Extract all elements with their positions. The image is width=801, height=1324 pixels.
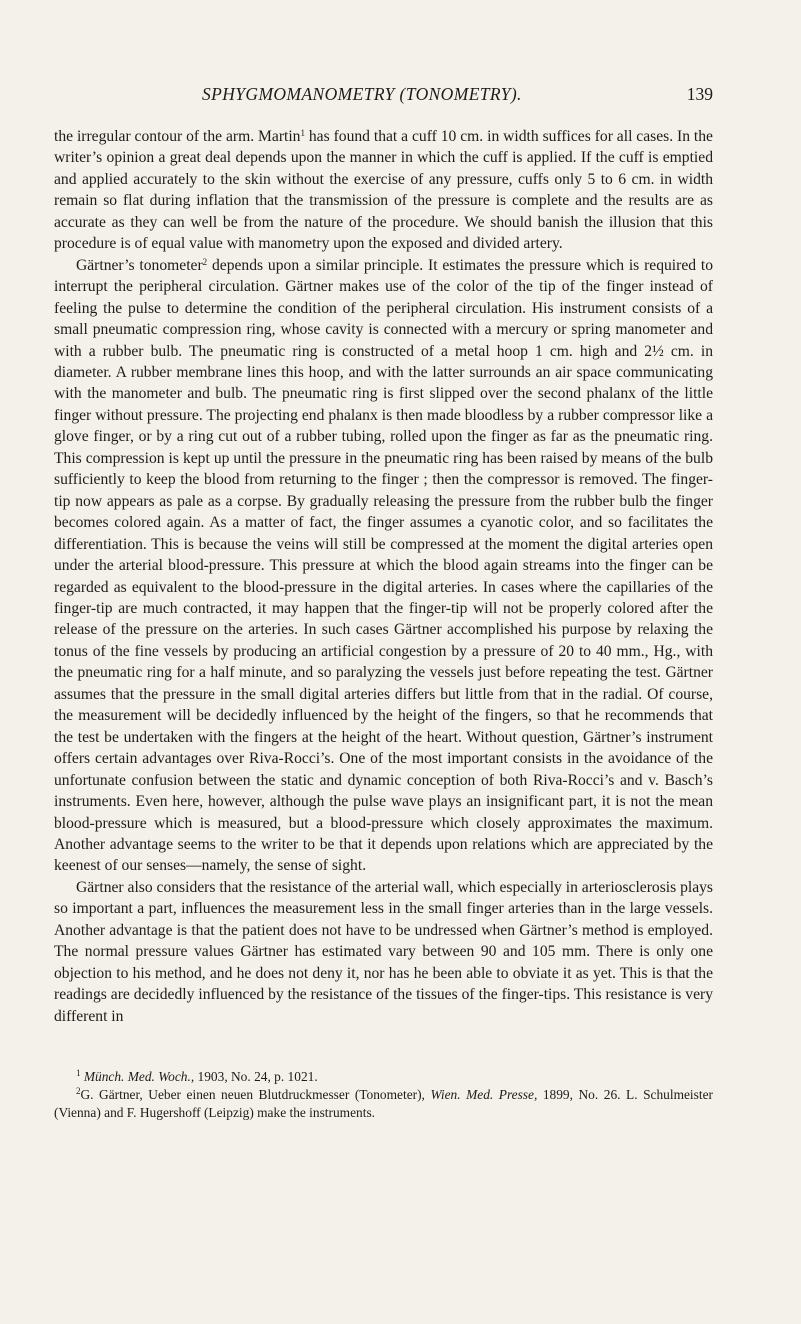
running-head: SPHYGMOMANOMETRY (TONOMETRY). bbox=[202, 84, 522, 104]
footnote-2: $^2$G. Gärtner, Ueber einen neuen Blutdruckmesser (Tonometer), Wien. Med. Presse, 1899, No. 26. L. Schulmeister (Vienna) and F. Hugershoff (Leipzig) make the instruments. bbox=[54, 1086, 713, 1120]
footnote-number: 2 bbox=[76, 1086, 81, 1096]
page-header bbox=[54, 84, 713, 110]
footnote-ref-1[interactable]: 1 bbox=[300, 128, 305, 138]
body-text bbox=[54, 126, 713, 1027]
footnotes bbox=[54, 1068, 713, 1122]
journal-title: Münch. Med. Woch., bbox=[83, 1069, 195, 1084]
journal-title: Wien. Med. Presse, bbox=[430, 1087, 538, 1102]
footnote-ref-2[interactable]: 2 bbox=[202, 256, 208, 267]
page-number: 139 bbox=[686, 84, 713, 104]
footnote-1: $^1$ Münch. Med. Woch., 1903, No. 24, p. 1021. bbox=[76, 1068, 318, 1084]
paragraph-arterial-resistance: Gärtner also considers that the resistance of the arterial wall, which especially in arteriosclerosis plays so important a part, influences the measurement less in the small finger arteries than in the large vessels. Another advantage is that the patient does not have to be undressed when Gärtner’s method is employed. The normal pressure values Gärtner has estimated vary between 90 and 105 mm. There is only one objection to his method, and he does not deny it, nor has he been able to obviate it as yet. This is that the readings are decidedly influenced by the resistance of the tissues of the finger-tips. This resistance is very different in bbox=[54, 878, 713, 1025]
footnote-number: 1 bbox=[76, 1068, 81, 1078]
paragraph-cuff-width: the irregular contour of the arm. Martin$^1$ has found that a cuff 10 cm. in width suffices for all cases. In the writer’s opinion a great deal depends upon the manner in which the cuff is applied. If the cuff is emptied and applied accurately to the skin without the exercise of any pressure, cuffs only 5 to 6 cm. in width remain so flat during inflation that the transmission of the pressure is complete and the results are as accurate as they can well be from the nature of the procedure. We should banish the illusion that this procedure is of equal value with manometry upon the exposed and divided artery. bbox=[54, 128, 713, 253]
paragraph-gartner-tonometer: Gärtner’s tonometer$^2$ depends upon a similar principle. It estimates the pressure which is required to interrupt the peripheral circulation. Gärtner makes use of the color of the tip of the finger instead of feeling the pulse to determine the condition of the peripheral circulation. His instrument consists of a small pneumatic compression ring, whose cavity is connected with a mercury or spring manometer and with a rubber bulb. The pneumatic ring is constructed of a metal hoop 1 cm. high and 2½ cm. in diameter. A rubber membrane lines this hoop, and with the latter surrounds an air space communicating with the manometer and bulb. The pneumatic ring is first slipped over the second phalanx of the little finger without pressure. The projecting end phalanx is then made bloodless by a rubber compressor like a glove finger, or by a ring cut out of a rubber tubing, rolled upon the finger as far as the pneumatic ring. This compression is kept up until the pressure in the pneumatic ring has been raised by means of the bulb sufficiently to keep the blood from returning to the finger ; then the compressor is removed. The finger-tip now appears as pale as a corpse. By gradually releasing the pressure from the rubber bulb the finger becomes colored again. As a matter of fact, the finger assumes a cyanotic color, and so facilitates the differentiation. This is because the veins will still be compressed at the moment the digital arteries open under the arterial blood-pressure. This pressure at which the blood again streams into the finger can be regarded as equivalent to the blood-pressure in the digital arteries. In cases where the capillaries of the finger-tip are much contracted, it may happen that the finger-tip will not be properly colored after the release of the pressure on the arteries. In such cases Gärtner accomplished his purpose by relaxing the tonus of the fine vessels by producing an artificial congestion by a pressure of 20 to 40 mm., Hg., with the pneumatic ring for a half minute, and so paralyzing the vessels just before repeating the test. Gärtner assumes that the pressure in the small digital arteries differs but little from that in the radial. Of course, the measurement will be decidedly influenced by the height of the fingers, so that he recommends that the test be undertaken with the fingers at the height of the heart. Without question, Gärtner’s instrument offers certain advantages over Riva-Rocci’s. One of the most important consists in the avoidance of the unfortunate confusion between the static and dynamic conception of both Riva-Rocci’s and v. Basch’s instruments. Even here, however, although the pulse wave plays an insignificant part, it is not the mean blood-pressure which is measured, but a blood-pressure which closely approximates the maximum. Another advantage seems to the writer to be that it depends upon relations which are appreciated by the keenest of our senses—namely, the sense of sight. bbox=[54, 256, 713, 875]
